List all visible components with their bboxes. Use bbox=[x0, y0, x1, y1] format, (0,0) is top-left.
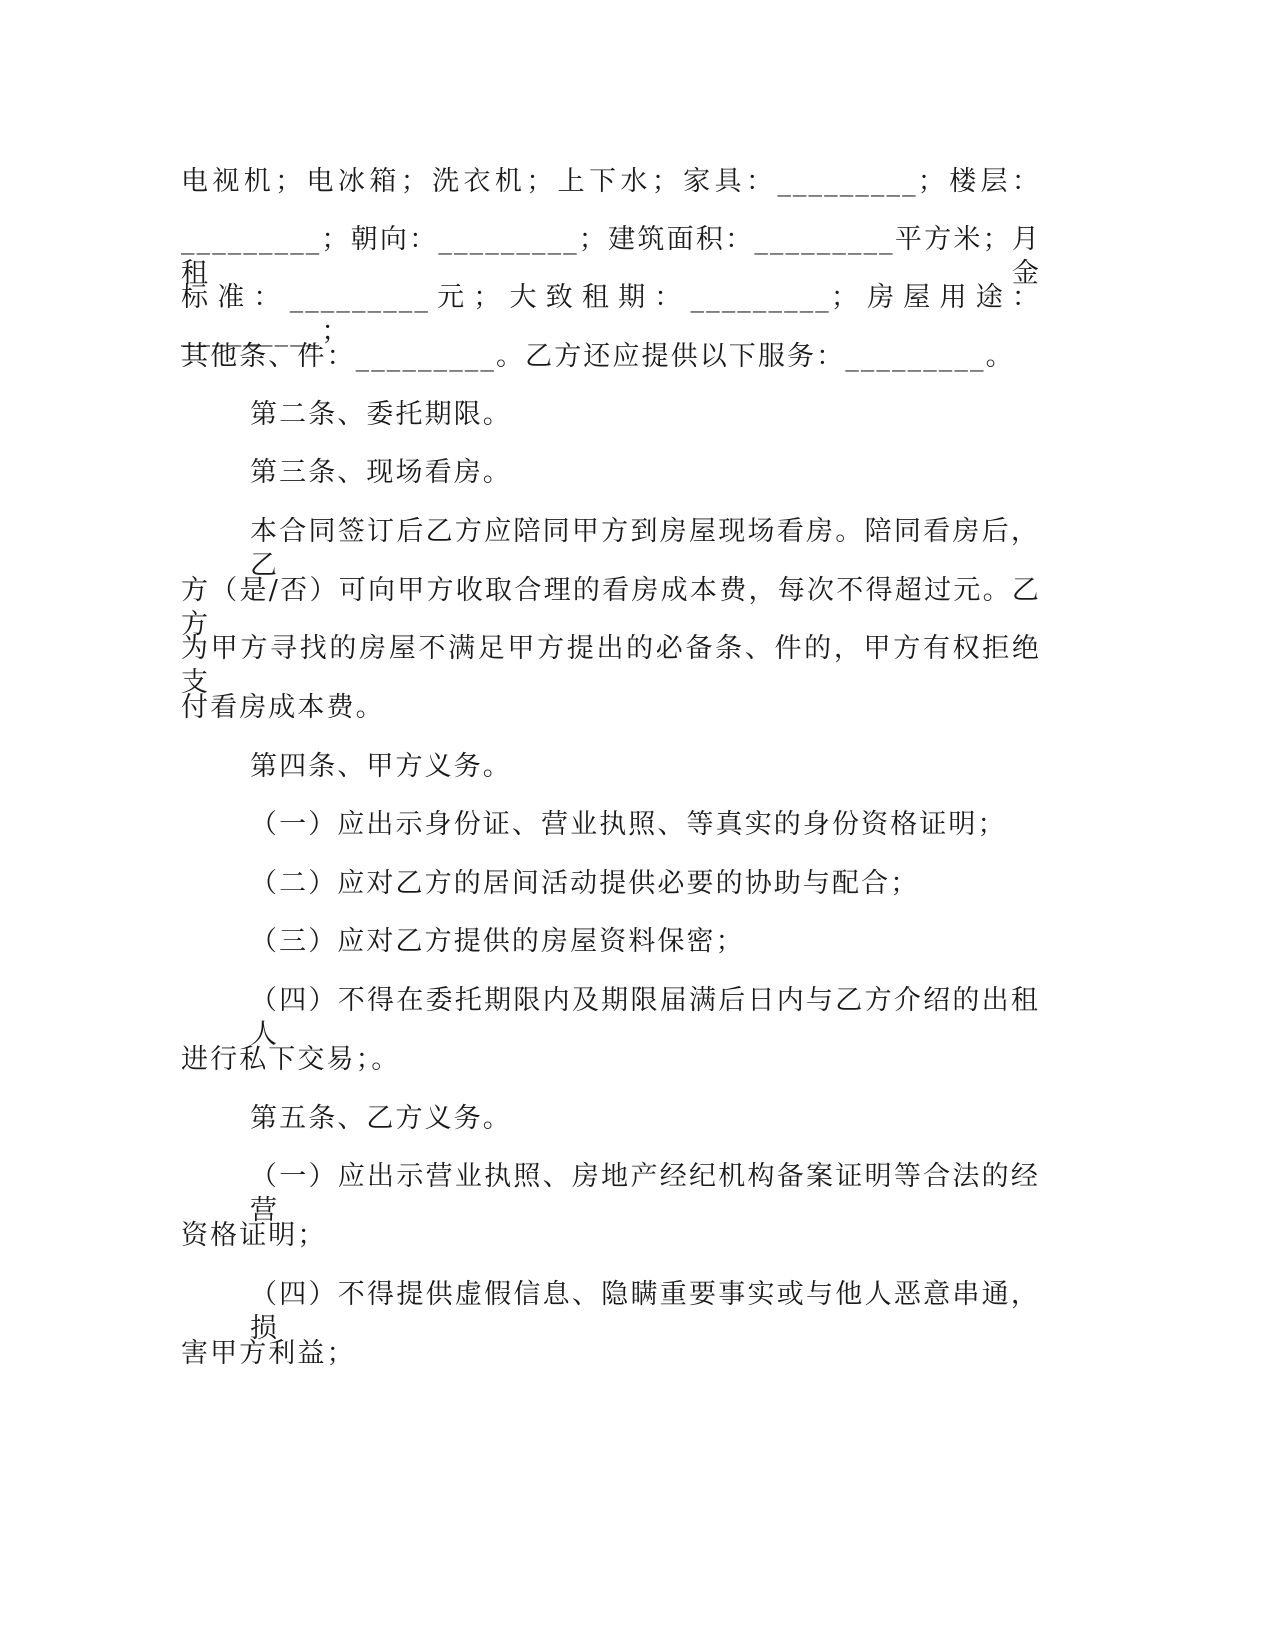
text-line: 付看房成本费。 bbox=[181, 692, 385, 723]
text-line: 害甲方利益； bbox=[181, 1338, 356, 1369]
list-item: （三）应对乙方提供的房屋资料保密； bbox=[250, 926, 745, 957]
text-line: 方（是/否）可向甲方收取合理的看房成本费，每次不得超过元。乙方 bbox=[181, 575, 1041, 640]
list-item: （四）不得在委托期限内及期限届满后日内与乙方介绍的出租人 bbox=[250, 985, 1040, 1050]
section-heading: 第三条、现场看房。 bbox=[250, 457, 512, 488]
list-item: （四）不得提供虚假信息、隐瞒重要事实或与他人恶意串通，损 bbox=[250, 1279, 1040, 1344]
text-line: 进行私下交易；。 bbox=[181, 1044, 401, 1075]
text-line: 电视机；电冰箱；洗衣机；上下水；家具：_________；楼层： bbox=[181, 166, 1041, 197]
text-line: 标准：_________元；大致租期：_________；房屋用途：_________； bbox=[181, 282, 1041, 347]
list-item: （二）应对乙方的居间活动提供必要的协助与配合； bbox=[250, 868, 920, 899]
section-heading: 第五条、乙方义务。 bbox=[250, 1103, 512, 1134]
list-item: （一）应出示营业执照、房地产经纪机构备案证明等合法的经营 bbox=[250, 1161, 1040, 1226]
section-heading: 第四条、甲方义务。 bbox=[250, 751, 512, 782]
text-line: _________；朝向：_________；建筑面积：_________平方米；月租金 bbox=[181, 224, 1041, 289]
section-heading: 第二条、委托期限。 bbox=[250, 399, 512, 430]
text-line: 资格证明； bbox=[181, 1220, 327, 1251]
text-line: 其他条、件：_________。乙方还应提供以下服务：_________。 bbox=[181, 341, 1015, 372]
text-line: 为甲方寻找的房屋不满足甲方提出的必备条、件的，甲方有权拒绝支 bbox=[181, 633, 1041, 698]
text-line: 本合同签订后乙方应陪同甲方到房屋现场看房。陪同看房后，乙 bbox=[250, 516, 1040, 581]
list-item: （一）应出示身份证、营业执照、等真实的身份资格证明； bbox=[250, 809, 1007, 840]
